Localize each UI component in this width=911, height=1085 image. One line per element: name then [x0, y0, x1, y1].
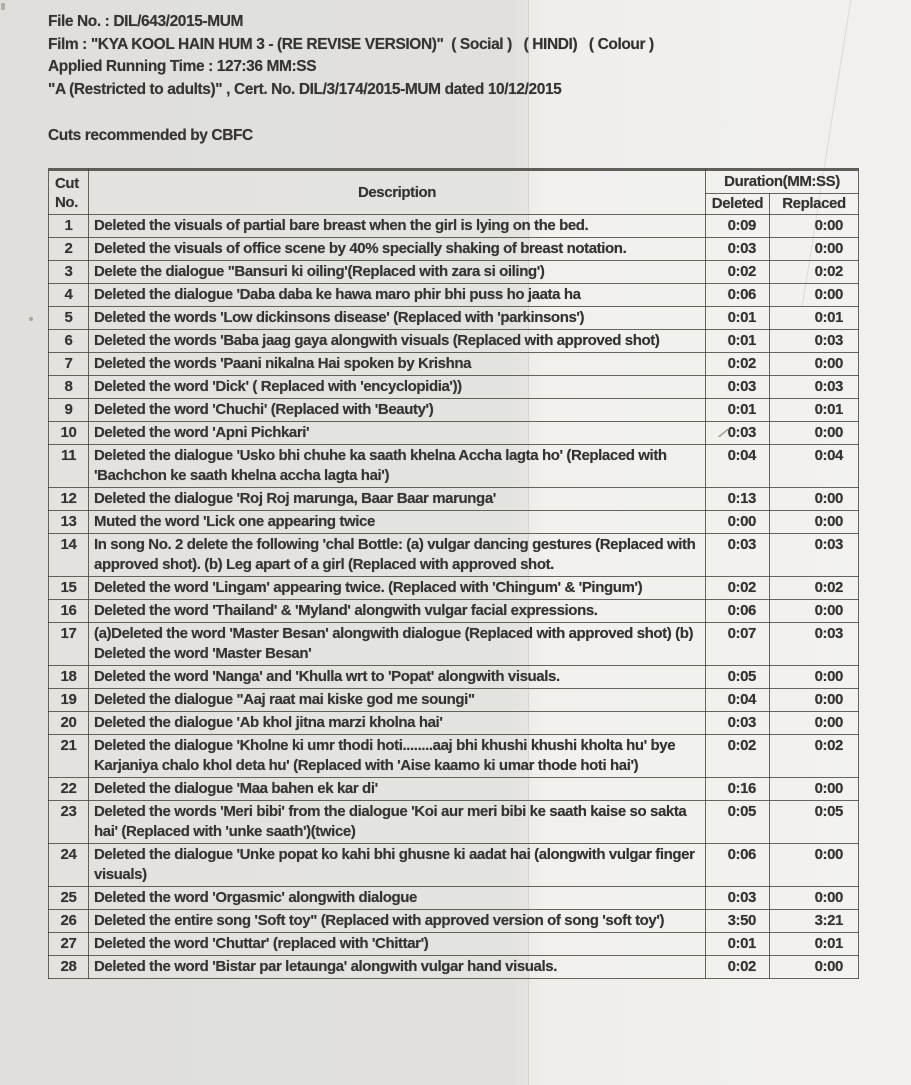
replaced-duration-cell — [770, 511, 859, 534]
col-header-description: Description — [89, 170, 706, 215]
description-text: Deleted the word 'Chuchi' (Replaced with 'Beauty') — [94, 401, 434, 419]
deleted-duration-cell — [706, 600, 770, 623]
deleted-duration-cell — [706, 910, 770, 933]
deleted-duration-cell — [706, 844, 770, 887]
cut-no-cell — [49, 600, 89, 623]
deleted-duration-value: 0:02 — [727, 263, 756, 281]
replaced-duration-cell — [770, 712, 859, 735]
deleted-duration-value: 0:04 — [727, 447, 756, 465]
deleted-duration-cell — [706, 238, 770, 261]
description-cell — [89, 399, 706, 422]
deleted-duration-cell — [706, 422, 770, 445]
scan-artifact — [1, 3, 5, 10]
description-cell — [89, 261, 706, 284]
table-row — [49, 534, 859, 577]
cut-no-value: 2 — [64, 240, 73, 258]
deleted-duration-value: 0:06 — [727, 602, 756, 620]
cut-no-cell — [49, 735, 89, 778]
cut-no-value: 7 — [64, 355, 73, 373]
cuts-table-head — [49, 170, 859, 215]
deleted-duration-value: 0:01 — [727, 401, 756, 419]
deleted-duration-cell — [706, 666, 770, 689]
cuts-table — [48, 168, 859, 979]
deleted-duration-value: 0:03 — [727, 889, 756, 907]
description-cell — [89, 488, 706, 511]
certificate-line: "A (Restricted to adults)" , Cert. No. DIL/3/174/2015-MUM dated 10/12/2015 — [48, 80, 562, 98]
replaced-duration-value: 0:00 — [814, 714, 843, 732]
replaced-duration-cell — [770, 445, 859, 488]
deleted-duration-value: 0:06 — [727, 286, 756, 304]
table-row — [49, 422, 859, 445]
description-cell — [89, 666, 706, 689]
deleted-duration-value: 0:02 — [727, 355, 756, 373]
description-cell — [89, 778, 706, 801]
replaced-duration-cell — [770, 238, 859, 261]
table-row — [49, 910, 859, 933]
deleted-duration-value: 0:01 — [727, 935, 756, 953]
deleted-duration-value: 0:01 — [727, 332, 756, 350]
description-cell — [89, 353, 706, 376]
table-row — [49, 778, 859, 801]
replaced-duration-value: 0:00 — [814, 846, 843, 864]
replaced-duration-cell — [770, 666, 859, 689]
deleted-duration-value: 0:01 — [727, 309, 756, 327]
cut-no-value: 28 — [60, 958, 77, 976]
deleted-duration-cell — [706, 284, 770, 307]
replaced-duration-value: 3:21 — [814, 912, 843, 930]
description-cell — [89, 284, 706, 307]
description-cell — [89, 534, 706, 577]
deleted-duration-value: 0:02 — [727, 737, 756, 755]
replaced-duration-cell — [770, 933, 859, 956]
cut-no-header-line2: No. — [55, 193, 78, 211]
cut-no-value: 17 — [60, 625, 77, 643]
replaced-duration-cell — [770, 215, 859, 238]
replaced-duration-value: 0:01 — [814, 935, 843, 953]
cut-no-value: 12 — [60, 490, 77, 508]
replaced-duration-value: 0:03 — [814, 625, 843, 643]
description-cell — [89, 712, 706, 735]
table-row — [49, 353, 859, 376]
table-row — [49, 445, 859, 488]
deleted-duration-cell — [706, 261, 770, 284]
deleted-duration-cell — [706, 534, 770, 577]
deleted-duration-value: 0:03 — [727, 424, 756, 442]
description-cell — [89, 910, 706, 933]
description-text: Deleted the word 'Thailand' & 'Myland' alongwith vulgar facial expressions. — [94, 602, 598, 620]
description-cell — [89, 600, 706, 623]
cut-no-cell — [49, 689, 89, 712]
description-text: Deleted the word 'Chuttar' (replaced with 'Chittar') — [94, 935, 429, 953]
replaced-duration-value: 0:00 — [814, 240, 843, 258]
cut-no-value: 8 — [64, 378, 73, 396]
description-cell — [89, 844, 706, 887]
table-row — [49, 735, 859, 778]
table-row — [49, 801, 859, 844]
description-text: Muted the word 'Lick one appearing twice — [94, 513, 375, 531]
description-text: Deleted the entire song 'Soft toy" (Replaced with approved version of song 'soft toy') — [94, 912, 665, 930]
file-no-line: File No. : DIL/643/2015-MUM — [48, 13, 244, 30]
cut-no-cell — [49, 422, 89, 445]
deleted-duration-value: 0:16 — [727, 780, 756, 798]
description-cell — [89, 801, 706, 844]
deleted-duration-cell — [706, 887, 770, 910]
deleted-duration-value: 0:13 — [727, 490, 756, 508]
deleted-duration-value: 0:03 — [727, 714, 756, 732]
cut-no-cell — [49, 844, 89, 887]
cut-no-value: 4 — [64, 286, 73, 304]
deleted-duration-cell — [706, 488, 770, 511]
cut-no-value: 19 — [60, 691, 77, 709]
description-text: Deleted the words 'Baba jaag gaya alongwith visuals (Replaced with approved shot) — [94, 332, 660, 350]
replaced-duration-value: 0:04 — [814, 447, 843, 465]
replaced-duration-cell — [770, 577, 859, 600]
col-header-replaced: Replaced — [770, 194, 859, 215]
description-text: Deleted the dialogue 'Daba daba ke hawa maro phir bhi puss ho jaata ha — [94, 286, 581, 304]
cuts-table-body — [49, 215, 859, 979]
replaced-duration-cell — [770, 801, 859, 844]
table-row — [49, 215, 859, 238]
description-cell — [89, 511, 706, 534]
cut-no-cell — [49, 666, 89, 689]
cut-no-cell — [49, 534, 89, 577]
deleted-duration-value: 0:02 — [727, 579, 756, 597]
deleted-duration-cell — [706, 933, 770, 956]
table-row — [49, 956, 859, 979]
replaced-duration-value: 0:00 — [814, 217, 843, 235]
replaced-duration-cell — [770, 689, 859, 712]
description-cell — [89, 956, 706, 979]
deleted-duration-cell — [706, 445, 770, 488]
deleted-duration-cell — [706, 623, 770, 666]
table-row — [49, 666, 859, 689]
table-row — [49, 689, 859, 712]
replaced-duration-cell — [770, 910, 859, 933]
replaced-duration-value: 0:00 — [814, 490, 843, 508]
replaced-duration-cell — [770, 887, 859, 910]
replaced-duration-value: 0:03 — [814, 378, 843, 396]
description-text: Deleted the words 'Meri bibi' from the dialogue 'Koi aur meri bibi ke saath kaise so sakta hai' (Replaced with 'unke saath')(twice) — [94, 803, 687, 841]
cut-no-cell — [49, 284, 89, 307]
description-cell — [89, 215, 706, 238]
deleted-duration-value: 0:05 — [727, 803, 756, 821]
description-text: Deleted the visuals of partial bare breast when the girl is lying on the bed. — [94, 217, 589, 235]
cut-no-value: 9 — [64, 401, 73, 419]
cut-no-value: 20 — [60, 714, 77, 732]
col-header-cut-no — [49, 170, 89, 215]
running-time-line: Applied Running Time : 127:36 MM:SS — [48, 58, 317, 76]
deleted-duration-cell — [706, 376, 770, 399]
replaced-duration-cell — [770, 600, 859, 623]
scan-artifact — [29, 317, 33, 321]
description-text: Deleted the dialogue 'Unke popat ko kahi bhi ghusne ki aadat hai (alongwith vulgar finger visuals) — [94, 846, 695, 884]
cut-no-value: 25 — [60, 889, 77, 907]
description-cell — [89, 735, 706, 778]
cut-no-value: 27 — [60, 935, 77, 953]
cut-no-value: 13 — [60, 513, 77, 531]
replaced-duration-value: 0:00 — [814, 286, 843, 304]
cut-no-value: 5 — [64, 309, 73, 327]
table-row — [49, 933, 859, 956]
deleted-duration-cell — [706, 330, 770, 353]
cut-no-cell — [49, 511, 89, 534]
deleted-duration-cell — [706, 689, 770, 712]
replaced-duration-cell — [770, 844, 859, 887]
description-cell — [89, 445, 706, 488]
cut-no-cell — [49, 910, 89, 933]
cut-no-cell — [49, 623, 89, 666]
deleted-duration-cell — [706, 399, 770, 422]
replaced-duration-value: 0:00 — [814, 691, 843, 709]
description-text: Deleted the word 'Dick' ( Replaced with 'encyclopidia')) — [94, 378, 462, 396]
replaced-duration-cell — [770, 376, 859, 399]
cut-no-cell — [49, 956, 89, 979]
table-row — [49, 712, 859, 735]
cut-no-value: 26 — [60, 912, 77, 930]
description-text: Deleted the word 'Bistar par letaunga' alongwith vulgar hand visuals. — [94, 958, 557, 976]
cut-no-value: 6 — [64, 332, 73, 350]
deleted-duration-value: 0:00 — [727, 513, 756, 531]
cut-no-cell — [49, 887, 89, 910]
description-cell — [89, 577, 706, 600]
deleted-duration-value: 0:02 — [727, 958, 756, 976]
deleted-duration-cell — [706, 511, 770, 534]
description-text: Deleted the dialogue 'Kholne ki umr thodi hoti........aaj bhi khushi khushi kholta hu' bye Karjaniya chalo khol deta hu' (Replaced with 'Aise kaamo ki umar thode hoti hai') — [94, 737, 676, 775]
replaced-duration-value: 0:02 — [814, 579, 843, 597]
replaced-duration-cell — [770, 353, 859, 376]
deleted-duration-cell — [706, 778, 770, 801]
table-row — [49, 623, 859, 666]
cut-no-cell — [49, 215, 89, 238]
deleted-duration-value: 0:03 — [727, 240, 756, 258]
replaced-duration-cell — [770, 330, 859, 353]
deleted-duration-value: 0:03 — [727, 378, 756, 396]
replaced-duration-value: 0:01 — [814, 401, 843, 419]
cut-no-cell — [49, 261, 89, 284]
table-row — [49, 284, 859, 307]
table-row — [49, 399, 859, 422]
cut-no-value: 3 — [64, 263, 73, 281]
table-row — [49, 238, 859, 261]
replaced-duration-value: 0:00 — [814, 513, 843, 531]
table-row — [49, 887, 859, 910]
description-cell — [89, 623, 706, 666]
deleted-duration-cell — [706, 801, 770, 844]
description-text: Deleted the word 'Lingam' appearing twice. (Replaced with 'Chingum' & 'Pingum') — [94, 579, 643, 597]
description-cell — [89, 376, 706, 399]
replaced-duration-cell — [770, 735, 859, 778]
cut-no-value: 14 — [60, 536, 77, 554]
replaced-duration-cell — [770, 778, 859, 801]
table-row — [49, 376, 859, 399]
cut-no-cell — [49, 445, 89, 488]
cut-no-cell — [49, 399, 89, 422]
replaced-duration-value: 0:00 — [814, 958, 843, 976]
replaced-duration-value: 0:05 — [814, 803, 843, 821]
description-cell — [89, 933, 706, 956]
replaced-duration-value: 0:00 — [814, 602, 843, 620]
cut-no-value: 15 — [60, 579, 77, 597]
col-header-deleted: Deleted — [706, 194, 770, 215]
deleted-duration-value: 0:04 — [727, 691, 756, 709]
replaced-duration-value: 0:01 — [814, 309, 843, 327]
replaced-duration-value: 0:03 — [814, 332, 843, 350]
description-cell — [89, 238, 706, 261]
replaced-duration-value: 0:02 — [814, 263, 843, 281]
cut-no-value: 16 — [60, 602, 77, 620]
replaced-duration-value: 0:00 — [814, 889, 843, 907]
description-cell — [89, 307, 706, 330]
cut-no-value: 11 — [60, 447, 77, 465]
replaced-duration-cell — [770, 399, 859, 422]
table-row — [49, 600, 859, 623]
description-text: Deleted the dialogue 'Ab khol jitna marzi kholna hai' — [94, 714, 443, 732]
description-text: Deleted the dialogue 'Roj Roj marunga, Baar Baar marunga' — [94, 490, 496, 508]
cut-no-cell — [49, 577, 89, 600]
cut-no-cell — [49, 933, 89, 956]
replaced-duration-value: 0:00 — [814, 355, 843, 373]
description-text: Deleted the dialogue "Aaj raat mai kiske god me soungi" — [94, 691, 475, 709]
pen-mark: ∕∕ — [717, 426, 728, 441]
deleted-duration-value: 0:05 — [727, 668, 756, 686]
replaced-duration-value: 0:00 — [814, 780, 843, 798]
replaced-duration-cell — [770, 534, 859, 577]
deleted-duration-value: 0:06 — [727, 846, 756, 864]
replaced-duration-value: 0:00 — [814, 668, 843, 686]
description-text: Deleted the word 'Nanga' and 'Khulla wrt to 'Popat' alongwith visuals. — [94, 668, 560, 686]
table-row — [49, 488, 859, 511]
cut-no-cell — [49, 238, 89, 261]
replaced-duration-cell — [770, 261, 859, 284]
deleted-duration-cell — [706, 712, 770, 735]
replaced-duration-cell — [770, 623, 859, 666]
description-text: Deleted the dialogue 'Usko bhi chuhe ka saath khelna Accha lagta ho' (Replaced with 'Bachchon ke saath khelna accha lagta hai') — [94, 447, 667, 485]
replaced-duration-value: 0:02 — [814, 737, 843, 755]
description-text: Deleted the visuals of office scene by 40% specially shaking of breast notation. — [94, 240, 627, 258]
replaced-duration-value: 0:03 — [814, 536, 843, 554]
description-text: Deleted the words 'Low dickinsons disease' (Replaced with 'parkinsons') — [94, 309, 585, 327]
section-title: Cuts recommended by CBFC — [48, 127, 253, 145]
table-row — [49, 261, 859, 284]
deleted-duration-cell — [706, 735, 770, 778]
cut-no-cell — [49, 307, 89, 330]
cut-no-cell — [49, 376, 89, 399]
cut-no-value: 24 — [60, 846, 77, 864]
cut-no-value: 10 — [60, 424, 77, 442]
cut-no-cell — [49, 801, 89, 844]
table-row — [49, 844, 859, 887]
deleted-duration-cell — [706, 307, 770, 330]
replaced-duration-cell — [770, 422, 859, 445]
replaced-duration-cell — [770, 488, 859, 511]
document-header — [0, 0, 911, 101]
replaced-duration-cell — [770, 956, 859, 979]
deleted-duration-cell — [706, 353, 770, 376]
table-row — [49, 511, 859, 534]
cut-no-value: 21 — [60, 737, 77, 755]
description-cell — [89, 422, 706, 445]
description-text: (a)Deleted the word 'Master Besan' alongwith dialogue (Replaced with approved shot) (b) Deleted the word 'Master Besan' — [94, 625, 694, 663]
deleted-duration-value: 0:03 — [727, 536, 756, 554]
cut-no-header-line1: Cut — [55, 174, 79, 192]
film-title-line: Film : "KYA KOOL HAIN HUM 3 - (RE REVISE VERSION)" ( Social ) ( HINDI) ( Colour ) — [48, 35, 654, 53]
description-text: In song No. 2 delete the following 'chal Bottle: (a) vulgar dancing gestures (Replaced with approved shot). (b) Leg apart of a girl (Replaced with approved shot. — [94, 536, 696, 574]
description-text: Deleted the words 'Paani nikalna Hai spoken by Krishna — [94, 355, 472, 373]
cut-no-cell — [49, 778, 89, 801]
cut-no-cell — [49, 353, 89, 376]
table-row — [49, 577, 859, 600]
description-cell — [89, 887, 706, 910]
description-text: Deleted the dialogue 'Maa bahen ek kar di' — [94, 780, 378, 798]
cut-no-cell — [49, 488, 89, 511]
deleted-duration-value: 3:50 — [727, 912, 756, 930]
cut-no-cell — [49, 712, 89, 735]
deleted-duration-cell — [706, 577, 770, 600]
description-text: Delete the dialogue "Bansuri ki oiling'(Replaced with zara si oiling') — [94, 263, 545, 281]
description-text: Deleted the word 'Apni Pichkari' — [94, 424, 310, 442]
replaced-duration-cell — [770, 284, 859, 307]
deleted-duration-cell — [706, 215, 770, 238]
description-text: Deleted the word 'Orgasmic' alongwith dialogue — [94, 889, 417, 907]
deleted-duration-cell — [706, 956, 770, 979]
replaced-duration-cell — [770, 307, 859, 330]
replaced-duration-value: 0:00 — [814, 424, 843, 442]
cut-no-cell — [49, 330, 89, 353]
deleted-duration-value: 0:09 — [727, 217, 756, 235]
cut-no-value: 18 — [60, 668, 77, 686]
cut-no-value: 23 — [60, 803, 77, 821]
description-cell — [89, 330, 706, 353]
table-row — [49, 330, 859, 353]
col-header-duration-group: Duration(MM:SS) — [706, 170, 859, 194]
description-cell — [89, 689, 706, 712]
cut-no-value: 22 — [60, 780, 77, 798]
deleted-duration-value: 0:07 — [727, 625, 756, 643]
cut-no-value: 1 — [64, 217, 73, 235]
table-row — [49, 307, 859, 330]
